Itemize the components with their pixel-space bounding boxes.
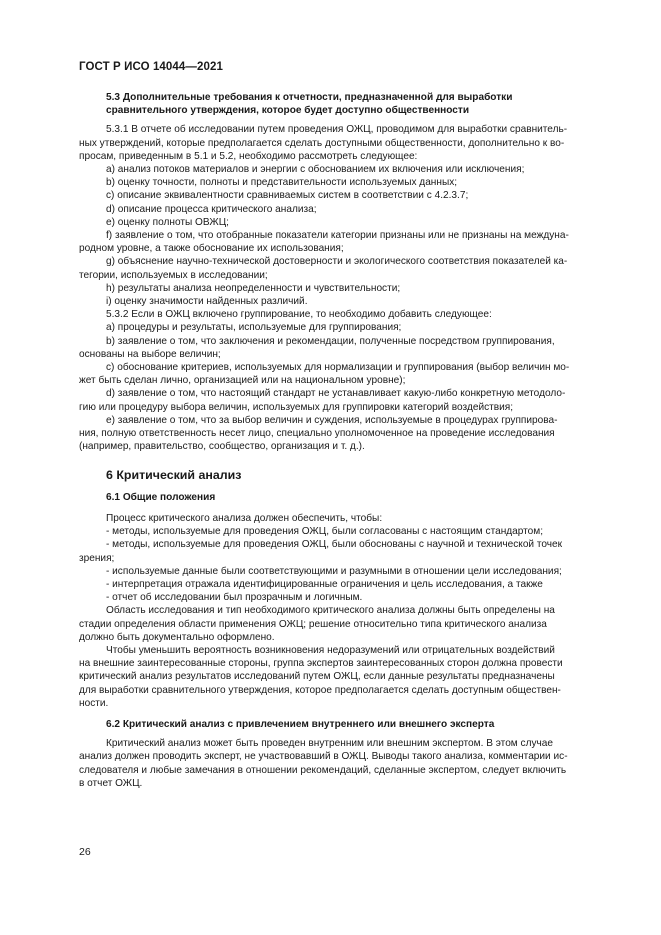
list-item — [79, 387, 613, 413]
list-item — [79, 335, 613, 361]
text-line: анализ должен проводить эксперт, не участвовавший в ОЖЦ. Выводы такого анализа, комментарии ис- — [79, 751, 568, 763]
text-line: основаны на выборе величин; — [79, 348, 221, 360]
bullet-item: - интерпретация отражала идентифицированные ограничения и цель исследования, а также — [106, 578, 543, 590]
bullet-item: - используемые данные были соответствующими и разумными в отношении цели исследования; — [106, 565, 562, 577]
heading-line: 5.3 Дополнительные требования к отчетности, предназначенной для выработки — [106, 92, 513, 103]
text-line: g) объяснение научно-технической достоверности и экологического соответствия показателей ка- — [106, 256, 568, 268]
text-line: c) обоснование критериев, используемых для нормализации и группирования (выбор величин мо- — [106, 362, 570, 374]
list-item: e) оценку полноты ОВЖЦ; — [106, 216, 229, 228]
text-line: d) заявление о том, что настоящий стандарт не устанавливает какую-либо конкретную методоло- — [106, 388, 566, 400]
paragraph-6-1-scope — [79, 604, 613, 644]
paragraph-6-2 — [79, 737, 613, 790]
paragraph-6-1-panel — [79, 644, 613, 710]
text-line: гию или процедуру выбора величин, используемых для группировки категорий воздействия; — [79, 401, 514, 413]
heading-line: сравнительного утверждения, которое будет доступно общественности — [106, 105, 470, 117]
list-item: h) результаты анализа неопределенности и чувствительности; — [106, 282, 401, 294]
text-line: критический анализ результатов исследований путем ОЖЦ, если данные результаты предназначены — [79, 671, 555, 683]
text-line: Критический анализ может быть проведен внутренним или внешним экспертом. В этом случае — [106, 738, 554, 750]
text-line: на внешние заинтересованные стороны, группа экспертов заинтересованных сторон должна провести — [79, 658, 563, 670]
text-line: ния, полную ответственность несет лицо, специально уполномоченное на проведение исследования — [79, 428, 555, 440]
text-line: зрения; — [79, 552, 115, 564]
text-line: родном уровне, а также обоснование их использования; — [79, 243, 344, 255]
section-5-3-heading — [79, 91, 613, 117]
paragraph-5-3-1 — [79, 123, 613, 163]
text-line: f) заявление о том, что отобранные показатели категории признаны или не признаны на междуна- — [106, 230, 569, 242]
text-line: - методы, используемые для проведения ОЖЦ, были обоснованы с научной и технической точек — [106, 539, 563, 551]
text-line: Чтобы уменьшить вероятность возникновения недоразумений или отрицательных воздействий — [106, 644, 555, 656]
text-line: стадии определения области применения ОЖЦ; решение относительно типа критического анализа — [79, 618, 547, 630]
list-item — [79, 361, 613, 387]
list-item: a) анализ потоков материалов и энергии с обоснованием их включения или исключения; — [106, 164, 525, 176]
list-item: b) оценку точности, полноты и представительности используемых данных; — [106, 177, 458, 189]
paragraph-6-1-intro: Процесс критического анализа должен обеспечить, чтобы: — [106, 512, 383, 524]
text-line: просам, приведенным в 5.1 и 5.2, необходимо рассмотреть следующее: — [79, 150, 418, 162]
section-6-1-heading: 6.1 Общие положения — [106, 491, 216, 503]
list-item: a) процедуры и результаты, используемые для группирования; — [106, 322, 402, 334]
text-line: в отчет ОЖЦ. — [79, 777, 143, 789]
document-header: ГОСТ Р ИСО 14044—2021 — [79, 61, 224, 73]
list-item: i) оценку значимости найденных различий. — [106, 296, 308, 308]
text-line: b) заявление о том, что заключения и рекомендации, полученные посредством группирования, — [106, 335, 555, 347]
bullet-item — [79, 538, 613, 564]
text-line: (например, правительство, сообщество, организация и т. д.). — [79, 441, 365, 453]
page-content — [79, 91, 613, 790]
list-item: d) описание процесса критического анализа; — [106, 203, 317, 215]
text-line: жет быть сделан лично, организацией или на национальном уровне); — [79, 375, 406, 387]
text-line: тегории, используемых в исследовании; — [79, 269, 268, 281]
text-line: должно быть документально оформлено. — [79, 631, 275, 643]
text-line: ных утверждений, которые предполагается сделать доступными общественности, дополнительно к во- — [79, 137, 565, 149]
bullet-item: - отчет об исследовании был прозрачным и логичным. — [106, 592, 363, 604]
text-line: для выработки сравнительного утверждения, которое предполагается сделать доступным обществен- — [79, 684, 561, 696]
list-item — [79, 414, 613, 454]
text-line: e) заявление о том, что за выбор величин и суждения, используемые в процедурах группирова- — [106, 414, 558, 426]
section-6-heading: 6 Критический анализ — [106, 468, 242, 483]
page-number: 26 — [79, 846, 91, 858]
section-6-2-heading: 6.2 Критический анализ с привлечением внутреннего или внешнего эксперта — [106, 718, 495, 730]
text-line: ности. — [79, 697, 109, 709]
text-line: Область исследования и тип необходимого критического анализа должны быть определены на — [106, 605, 555, 617]
bullet-item: - методы, используемые для проведения ОЖЦ, были согласованы с настоящим стандартом; — [106, 526, 544, 538]
list-item: c) описание эквивалентности сравниваемых систем в соответствии с 4.2.3.7; — [106, 190, 469, 202]
text-line: 5.3.1 В отчете об исследовании путем проведения ОЖЦ, проводимом для выработки сравнитель- — [106, 124, 568, 136]
paragraph-5-3-2: 5.3.2 Если в ОЖЦ включено группирование, то необходимо добавить следующее: — [106, 309, 492, 321]
list-item — [79, 255, 613, 281]
text-line: следователя и любые замечания в отношении рекомендаций, сделанные экспертом, следует включить — [79, 764, 567, 776]
list-item — [79, 229, 613, 255]
